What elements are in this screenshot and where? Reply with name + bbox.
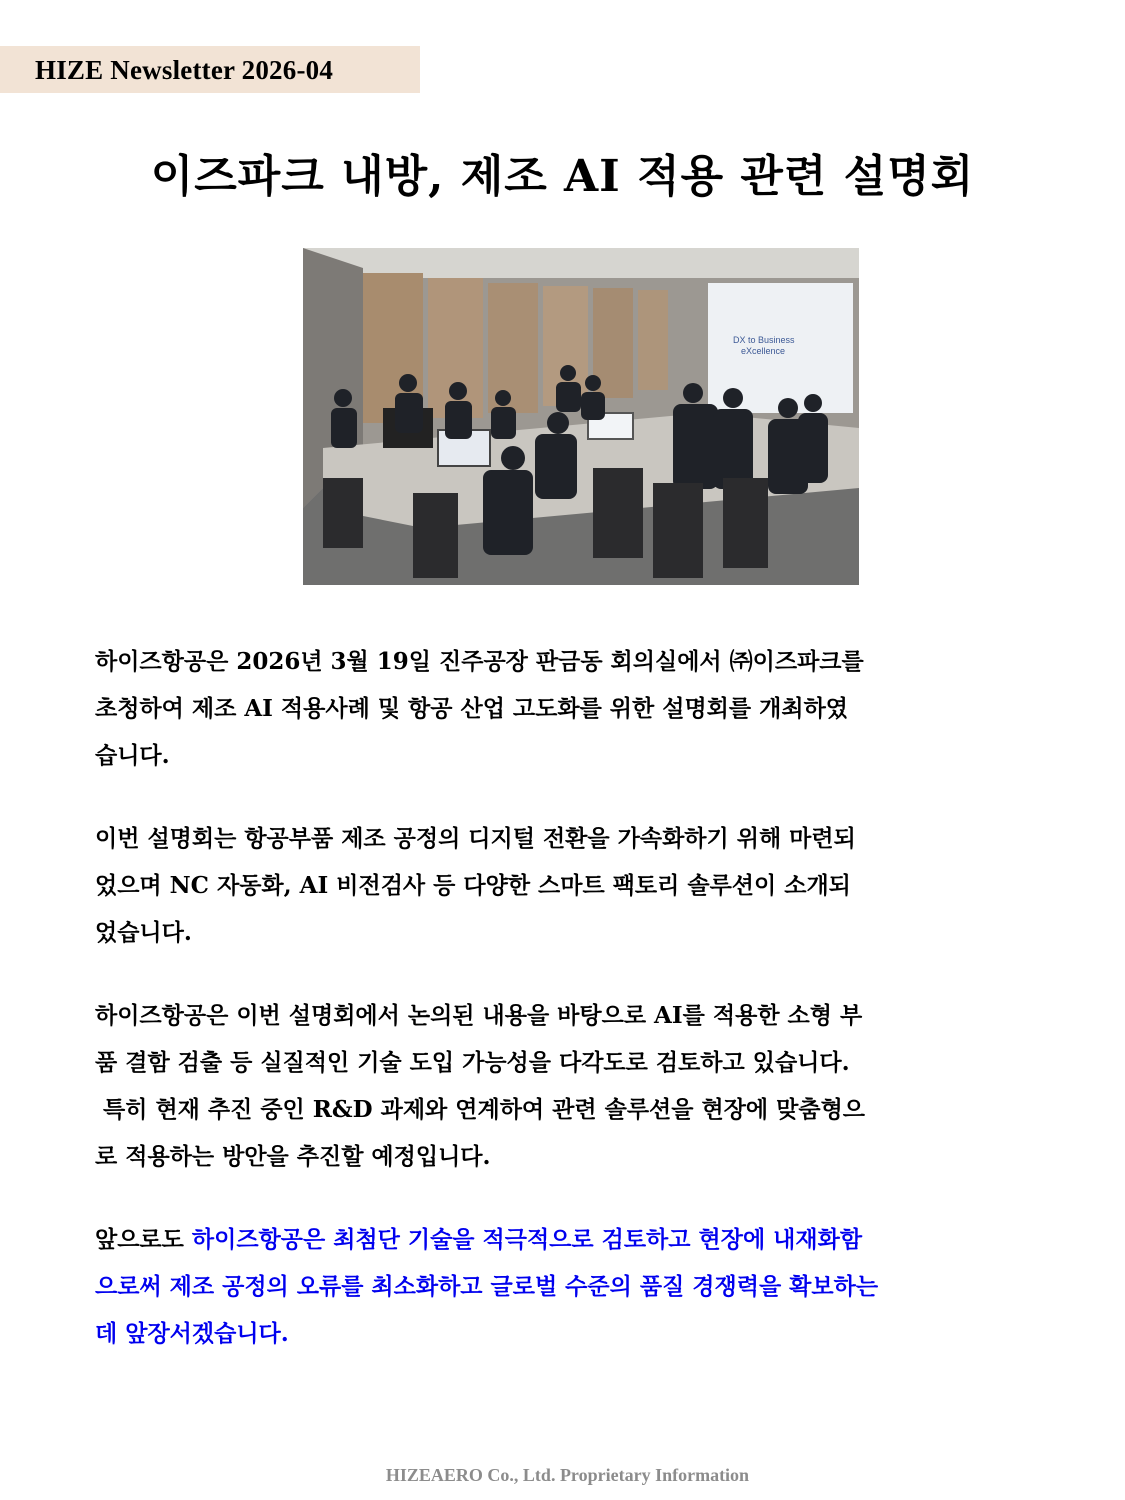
paragraph-line: 초청하여 제조 AI 적용사례 및 항공 산업 고도화를 위한 설명회를 개최하였 [95,695,848,722]
paragraph-3 [95,992,1035,1180]
paragraph-4 [95,1216,1035,1357]
newsletter-tag-label: HIZE Newsletter 2026-04 [35,55,334,85]
paragraph-line [95,1216,1035,1263]
screen-text-1: DX to Business [733,335,795,345]
paragraph-line: 하이즈항공은 2026년 3월 19일 진주공장 판금동 회의실에서 ㈜이즈파크를 [95,648,864,675]
paragraph-line: 하이즈항공은 이번 설명회에서 논의된 내용을 바탕으로 AI를 적용한 소형 부 [95,1002,863,1029]
paragraph-line: 이번 설명회는 항공부품 제조 공정의 디지털 전환을 가속화하기 위해 마련되 [95,825,856,852]
paragraph-line: 로 적용하는 방안을 추진할 예정입니다. [95,1143,491,1170]
footer-confidential: HIZEAERO Co., Ltd. Proprietary Information [385,1465,750,1485]
newsletter-tag [0,46,420,93]
paragraph-line: 특히 현재 추진 중인 R&D 과제와 연계하여 관련 솔루션을 현장에 맞춤형으 [95,1096,866,1123]
meeting-photo [303,248,859,585]
paragraph-line: 었으며 NC 자동화, AI 비전검사 등 다양한 스마트 팩토리 솔루션이 소개되 [95,872,851,899]
highlight-text: 으로써 제조 공정의 오류를 최소화하고 글로벌 수준의 품질 경쟁력을 확보하는 [95,1273,879,1300]
paragraph-2 [95,815,1035,956]
highlight-text: 하이즈항공은 최첨단 기술을 적극적으로 검토하고 현장에 내재화함 [191,1226,863,1253]
paragraph-lead: 앞으로도 [95,1226,192,1253]
article-title: 이즈파크 내방, 제조 AI 적용 관련 설명회 [150,151,975,202]
highlight-text: 데 앞장서겠습니다. [95,1320,289,1347]
paragraph-1 [95,638,1035,779]
paragraph-line: 습니다. [95,742,170,769]
screen-text-2: eXcellence [741,346,786,356]
paragraph-line: 었습니다. [95,919,192,946]
paragraph-line: 품 결함 검출 등 실질적인 기술 도입 가능성을 다각도로 검토하고 있습니다. [95,1049,850,1076]
